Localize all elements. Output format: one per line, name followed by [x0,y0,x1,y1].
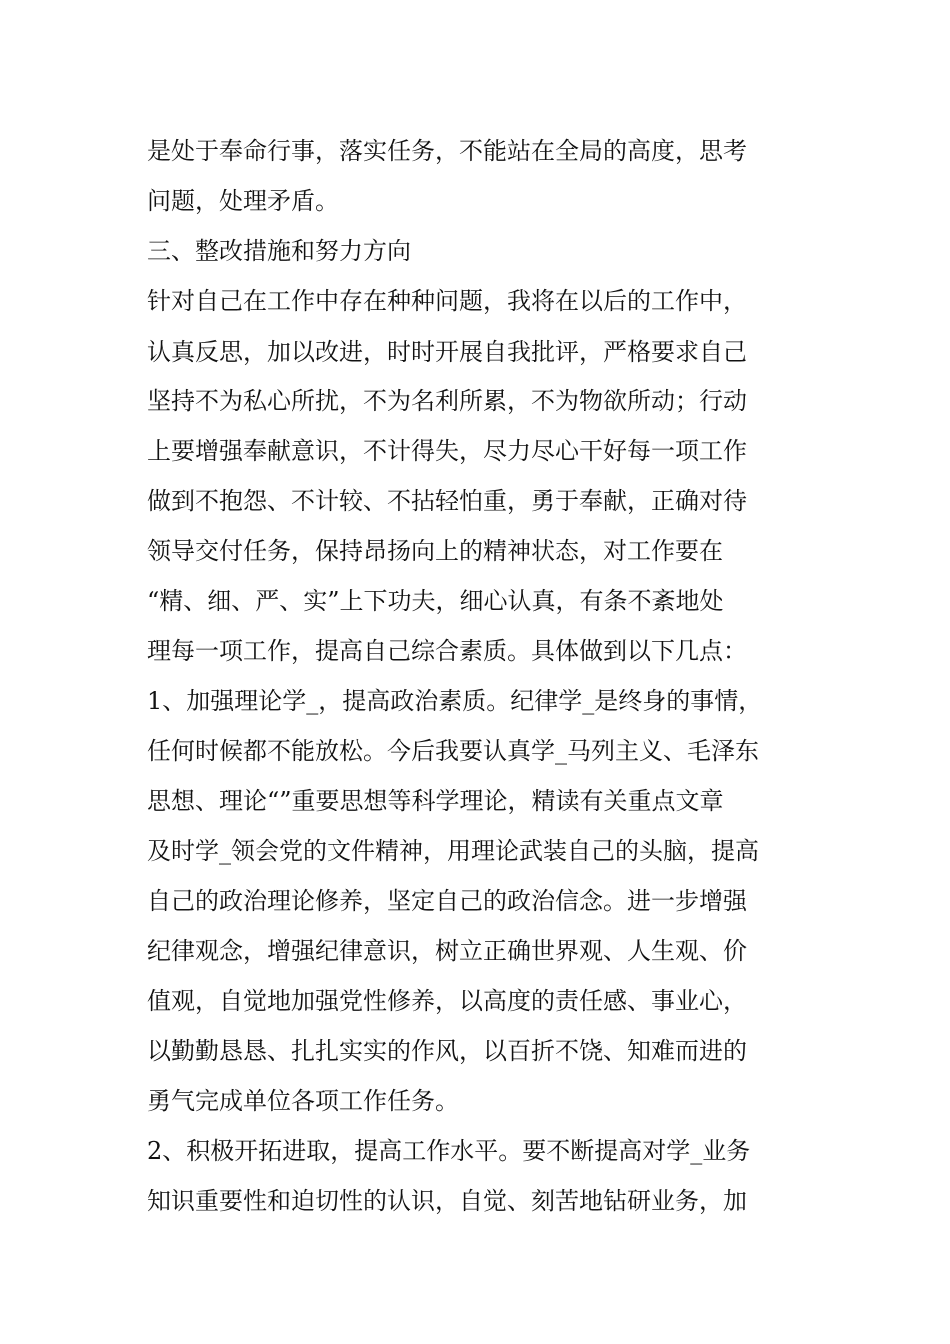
text-line: 以勤勤恳恳、扎扎实实的作风，以百折不饶、知难而进的 [147,1037,747,1065]
section-heading: 三、整改措施和努力方向 [147,237,411,265]
text-line: 勇气完成单位各项工作任务。 [147,1087,459,1115]
text-line: 做到不抱怨、不计较、不拈轻怕重，勇于奉献，正确对待 [147,487,747,515]
text-line: 1、加强理论学_，提高政治素质。纪律学_是终身的事情， [147,687,763,715]
text-line: 知识重要性和迫切性的认识，自觉、刻苦地钻研业务，加 [147,1187,747,1215]
text-line: 思想、理论“”重要思想等科学理论，精读有关重点文章 [147,787,724,815]
text-line: 2、积极开拓进取，提高工作水平。要不断提高对学_业务 [147,1137,751,1165]
text-line: 任何时候都不能放松。今后我要认真学_马列主义、毛泽东 [147,737,759,765]
text-line: “精、细、严、实”上下功夫，细心认真，有条不紊地处 [147,587,724,615]
text-line: 问题，处理矛盾。 [147,187,339,215]
text-line: 认真反思，加以改进，时时开展自我批评，严格要求自己 [147,338,747,366]
text-line: 上要增强奉献意识，不计得失，尽力尽心干好每一项工作 [147,437,747,465]
text-line: 针对自己在工作中存在种种问题，我将在以后的工作中， [147,287,747,315]
text-line: 坚持不为私心所扰，不为名利所累，不为物欲所动；行动 [147,387,747,415]
text-line: 及时学_领会党的文件精神，用理论武装自己的头脑，提高 [147,837,759,865]
text-line: 纪律观念，增强纪律意识，树立正确世界观、人生观、价 [147,937,747,965]
text-line: 领导交付任务，保持昂扬向上的精神状态，对工作要在 [147,537,723,565]
text-line: 自己的政治理论修养，坚定自己的政治信念。进一步增强 [147,887,747,915]
text-line: 是处于奉命行事，落实任务，不能站在全局的高度，思考 [147,137,747,165]
text-line: 值观，自觉地加强党性修养，以高度的责任感、事业心， [147,987,747,1015]
text-line: 理每一项工作，提高自己综合素质。具体做到以下几点： [147,637,747,665]
